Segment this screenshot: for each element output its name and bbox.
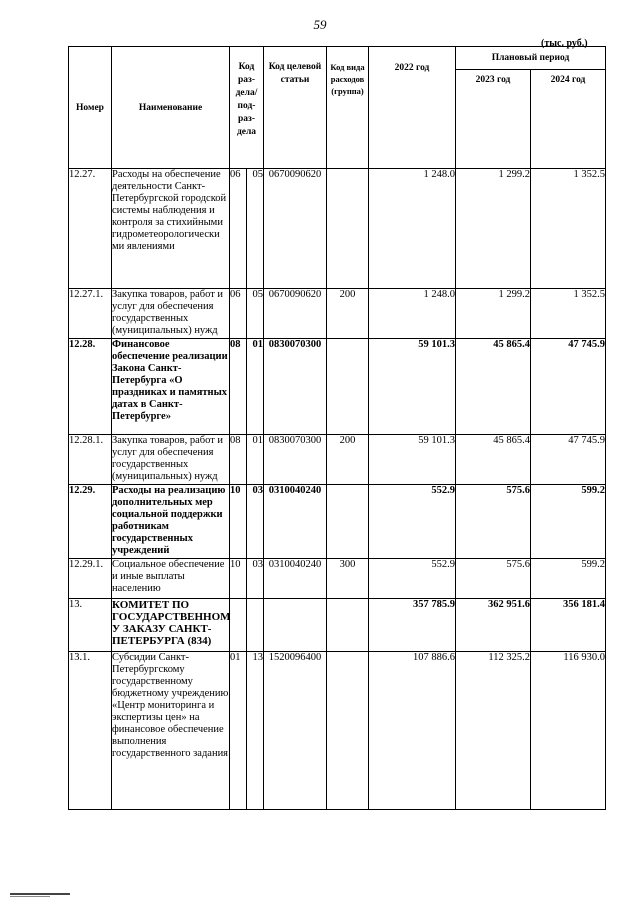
row-2023: 45 865.4	[456, 339, 531, 435]
row-csr: 0830070300	[264, 435, 327, 485]
row-name: Закупка товаров, работ и услуг для обеспечения государственных (муниципальных) нужд	[112, 289, 230, 339]
row-2024: 1 352.5	[531, 169, 606, 289]
row-2022: 1 248.0	[369, 169, 456, 289]
table-row	[69, 435, 606, 485]
row-vr: 200	[327, 435, 369, 485]
row-vr	[327, 339, 369, 435]
row-2022: 357 785.9	[369, 599, 456, 652]
row-razdel: 08	[230, 339, 247, 435]
row-name: Субсидии Санкт-Петербургскому государственному бюджетному учреждению «Центр мониторинга и экспертизы цен» на финансовое обеспечение выполнения государственного задания	[112, 652, 230, 810]
table-row	[69, 652, 606, 810]
row-razdel	[230, 599, 247, 652]
row-number: 13.	[69, 599, 112, 652]
row-podrazdel: 01	[247, 435, 264, 485]
row-2022: 1 248.0	[369, 289, 456, 339]
header-2023: 2023 год	[456, 70, 531, 169]
row-2022: 552.9	[369, 485, 456, 559]
page-number: 59	[313, 17, 327, 32]
row-csr: 0310040240	[264, 485, 327, 559]
row-podrazdel: 03	[247, 559, 264, 599]
header-vr: Код вида расходов (группа)	[327, 47, 369, 169]
header-2024: 2024 год	[531, 70, 606, 169]
row-razdel: 08	[230, 435, 247, 485]
row-csr: 0670090620	[264, 169, 327, 289]
row-2022: 59 101.3	[369, 435, 456, 485]
header-2022: 2022 год	[369, 47, 456, 169]
row-2024: 116 930.0	[531, 652, 606, 810]
row-razdel: 06	[230, 289, 247, 339]
row-name: Социальное обеспечение и иные выплаты населению	[112, 559, 230, 599]
row-podrazdel: 05	[247, 169, 264, 289]
row-2024: 599.2	[531, 559, 606, 599]
table-row	[69, 169, 606, 289]
row-number: 12.29.1.	[69, 559, 112, 599]
row-2024: 1 352.5	[531, 289, 606, 339]
table-row	[69, 339, 606, 435]
header-razdel: Код раз-дела/ под-раз-дела	[230, 47, 264, 169]
row-2022: 59 101.3	[369, 339, 456, 435]
row-number: 12.28.	[69, 339, 112, 435]
row-2023: 45 865.4	[456, 435, 531, 485]
row-2022: 107 886.6	[369, 652, 456, 810]
header-csr: Код целевой статьи	[264, 47, 327, 169]
row-number: 12.27.	[69, 169, 112, 289]
footer-rule-secondary	[10, 896, 50, 897]
row-2023: 362 951.6	[456, 599, 531, 652]
row-2024: 599.2	[531, 485, 606, 559]
table-row	[69, 599, 606, 652]
row-name: Расходы на обеспечение деятельности Санкт-Петербургской городской системы наблюдения и контроля за стихийными гидрометеорологически ми явлениями	[112, 169, 230, 289]
row-2023: 1 299.2	[456, 169, 531, 289]
row-2024: 356 181.4	[531, 599, 606, 652]
footer-rule	[10, 893, 70, 895]
row-razdel: 01	[230, 652, 247, 810]
table-row	[69, 289, 606, 339]
row-csr: 0670090620	[264, 289, 327, 339]
row-vr: 300	[327, 559, 369, 599]
header-number: Номер	[69, 47, 112, 169]
row-number: 12.29.	[69, 485, 112, 559]
row-vr	[327, 599, 369, 652]
row-csr	[264, 599, 327, 652]
row-2023: 575.6	[456, 559, 531, 599]
row-podrazdel: 01	[247, 339, 264, 435]
row-name: Расходы на реализацию дополнительных мер социальной поддержки работникам государственных учреждений	[112, 485, 230, 559]
row-podrazdel: 13	[247, 652, 264, 810]
header-plan-period: Плановый период	[456, 47, 606, 70]
row-razdel: 06	[230, 169, 247, 289]
row-name: Финансовое обеспечение реализации Закона Санкт-Петербурга «О праздниках и памятных датах в Санкт-Петербурге»	[112, 339, 230, 435]
table-row	[69, 485, 606, 559]
row-vr: 200	[327, 289, 369, 339]
row-podrazdel	[247, 599, 264, 652]
row-2023: 112 325.2	[456, 652, 531, 810]
row-number: 12.27.1.	[69, 289, 112, 339]
row-podrazdel: 03	[247, 485, 264, 559]
row-vr	[327, 169, 369, 289]
table-row	[69, 559, 606, 599]
units-label: (тыс. руб.)	[541, 38, 588, 49]
row-2023: 575.6	[456, 485, 531, 559]
header-name: Наименование	[112, 47, 230, 169]
header-row	[69, 47, 606, 70]
row-number: 13.1.	[69, 652, 112, 810]
row-podrazdel: 05	[247, 289, 264, 339]
budget-table	[68, 46, 606, 810]
row-vr	[327, 652, 369, 810]
row-2024: 47 745.9	[531, 339, 606, 435]
row-number: 12.28.1.	[69, 435, 112, 485]
row-csr: 1520096400	[264, 652, 327, 810]
row-2023: 1 299.2	[456, 289, 531, 339]
row-csr: 0310040240	[264, 559, 327, 599]
row-vr	[327, 485, 369, 559]
row-2022: 552.9	[369, 559, 456, 599]
row-name: Закупка товаров, работ и услуг для обеспечения государственных (муниципальных) нужд	[112, 435, 230, 485]
row-2024: 47 745.9	[531, 435, 606, 485]
row-razdel: 10	[230, 485, 247, 559]
row-name: КОМИТЕТ ПО ГОСУДАРСТВЕННОМ У ЗАКАЗУ САНКТ-ПЕТЕРБУРГА (834)	[112, 599, 230, 652]
row-csr: 0830070300	[264, 339, 327, 435]
row-razdel: 10	[230, 559, 247, 599]
